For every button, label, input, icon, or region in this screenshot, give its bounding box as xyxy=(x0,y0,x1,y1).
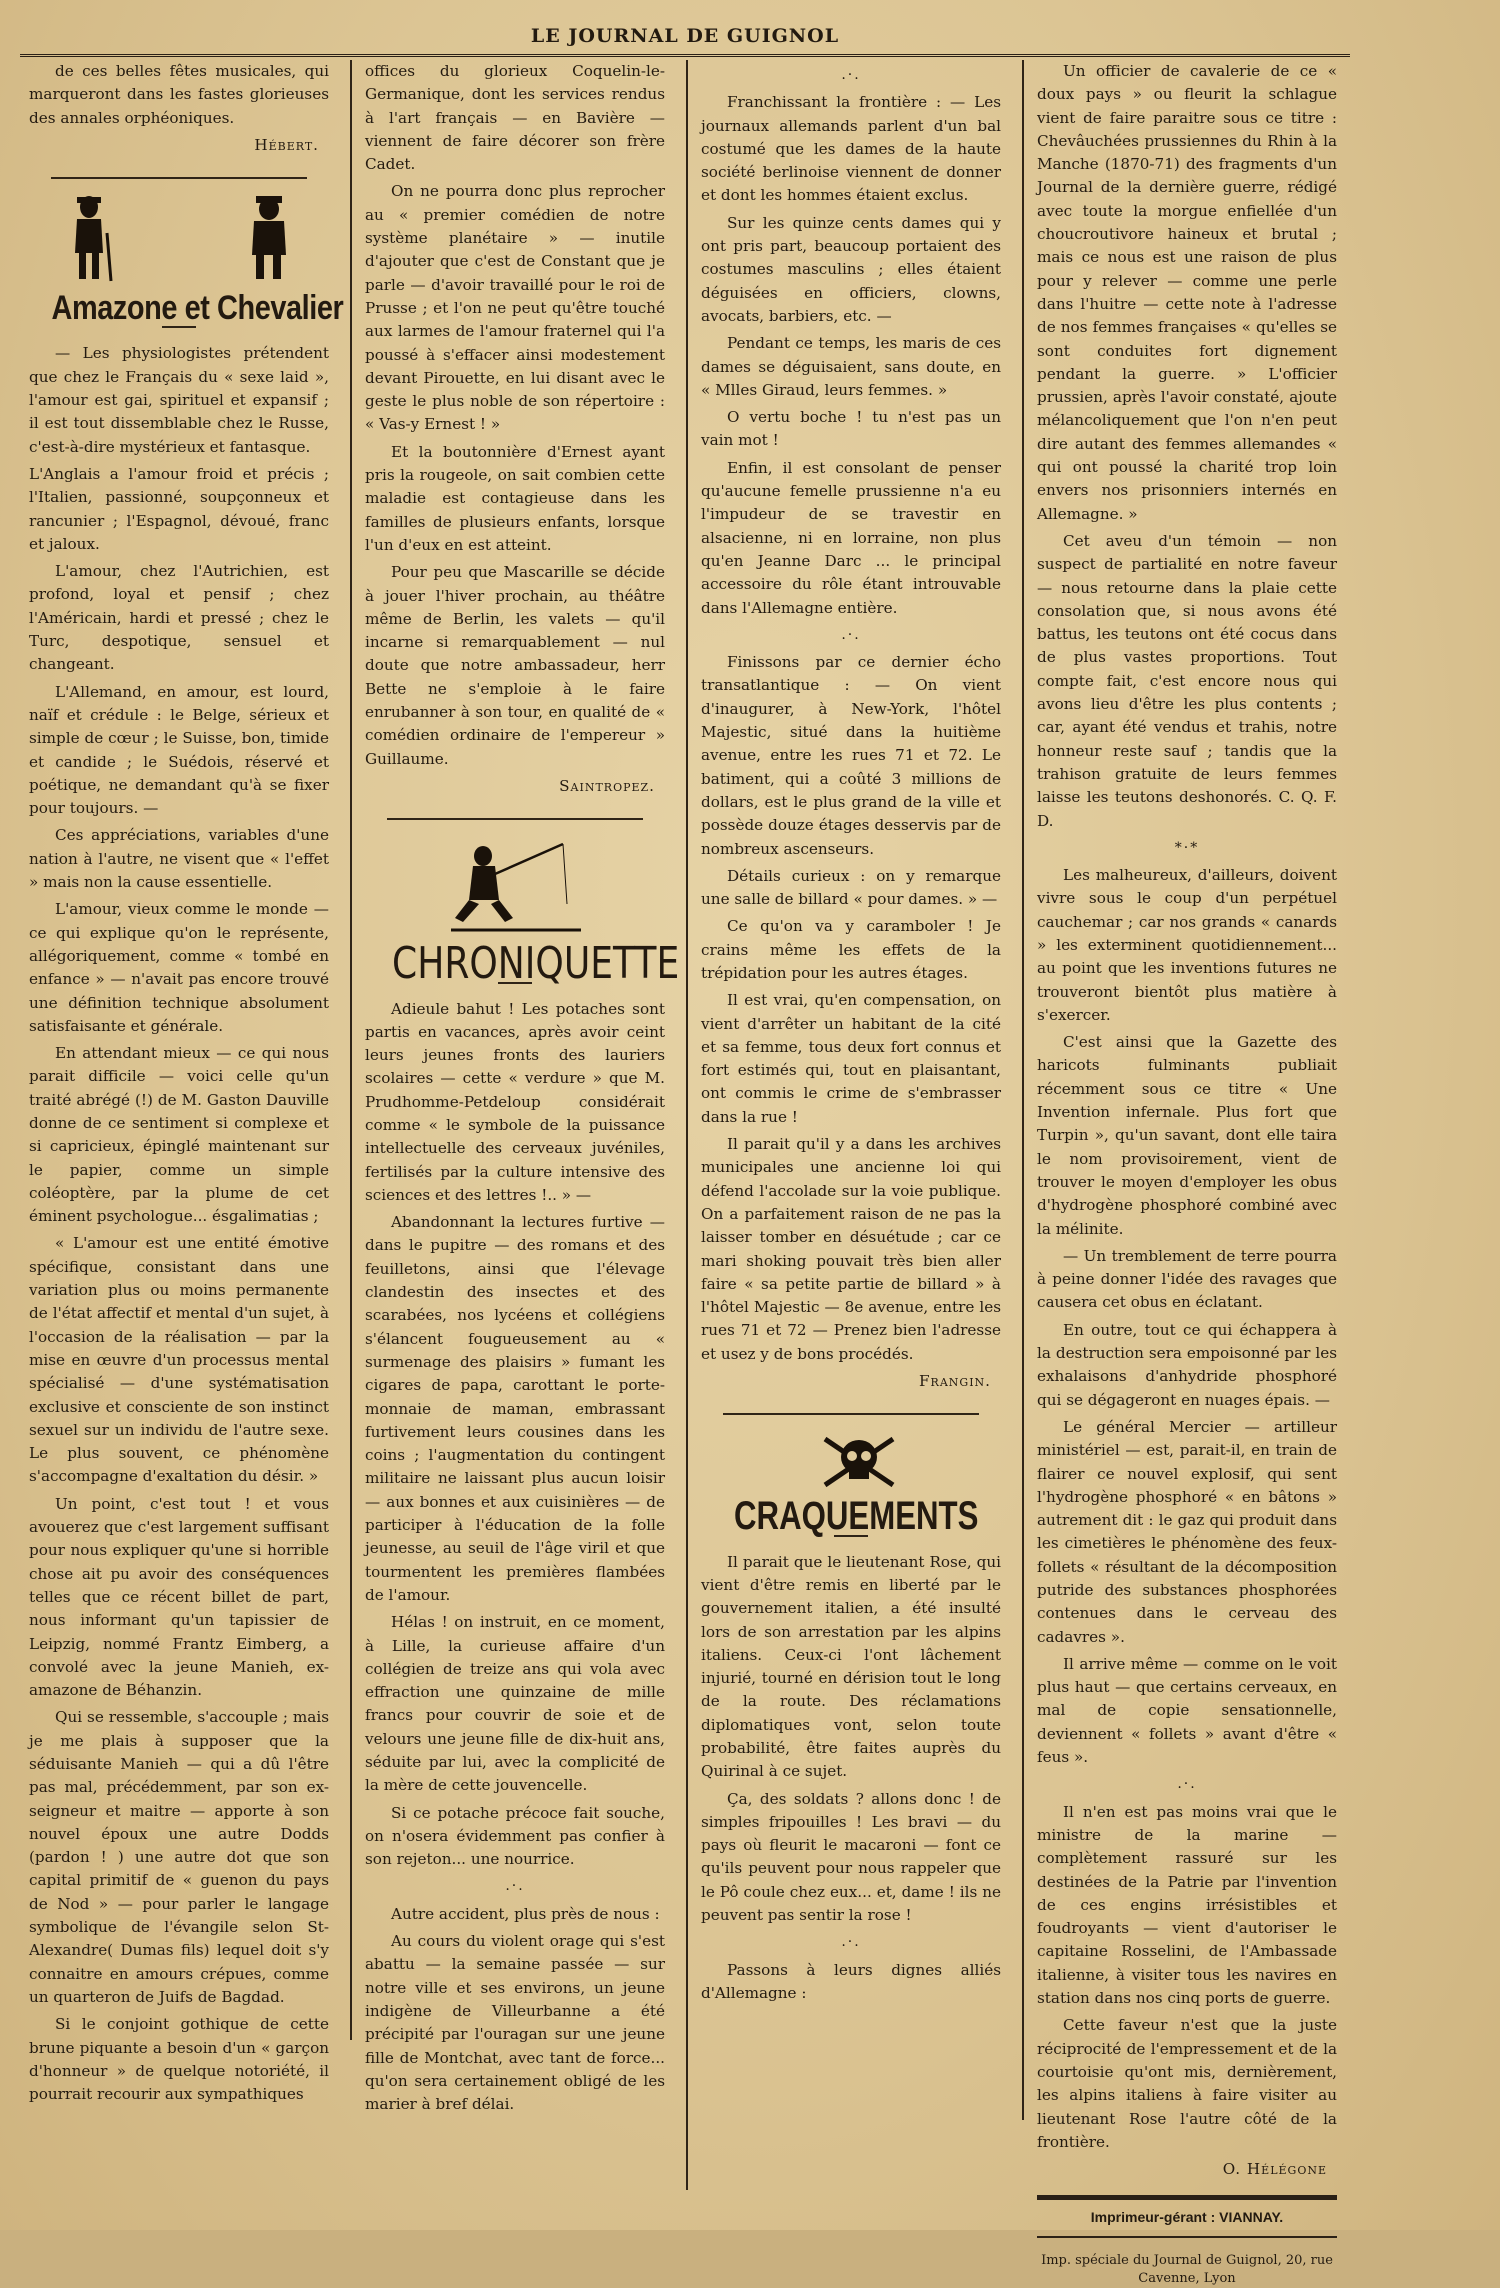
column-rule xyxy=(686,60,688,2190)
asterism: .·. xyxy=(1177,1776,1197,1793)
paragraph: Pour peu que Mascarille se décide à jouer l'hiver prochain, au théâtre même de Berlin, les valets — qu'il incarne si remarquablement — nul doute que notre ambassadeur, herr Bette ne s'emploie à le faire enrubanner à son tour, en qualité de « comédien ordinaire de l'empereur » Guillaume. xyxy=(365,563,665,768)
illustration-skull xyxy=(701,1431,1001,1495)
divider xyxy=(387,818,643,820)
signature: Saintropez. xyxy=(559,776,655,795)
paragraph: Hélas ! on instruit, en ce moment, à Lille, la curieuse affaire d'un collégien de treize ans qui vola avec effraction une quinzaine de mille francs pour couvrir de soie et de velours une jeune fille de dix-huit ans, séduite par lui, avec la complicité de la mère de cette jouvencelle. xyxy=(365,1613,665,1795)
illustration-fisherman xyxy=(365,834,665,944)
paragraph: Il est vrai, qu'en compensation, on vient d'arrêter un habitant de la cité et sa femme, tous deux fort connus et fort estimés qui, tout en plaisantant, ont commis le crime de s'embrasser dans la rue ! xyxy=(701,991,1001,1126)
paragraph: Cet aveu d'un témoin — non suspect de partialité en notre faveur — nous retourne dans la plaie cette consolation que, si nous avons été battus, les teutons ont été cocus dans de plus vastes proportions. Tout compte fait, c'est encore nous qui avons lieu d'être les plus contents ; car, ayant été vendus et trahis, notre honneur reste sauf ; tandis que la trahison gratuite de leurs femmes laisse les teutons deshonorés. C. Q. F. D. xyxy=(1037,531,1337,830)
paragraph: L'amour, chez l'Autrichien, est profond, loyal et pensif ; chez l'Américain, hardi et pressé ; chez le Turc, despotique, sensuel et changeant. xyxy=(29,562,329,674)
paragraph: Il n'en est pas moins vrai que le ministre de la marine — complètement rassuré sur les destinées de la Patrie par l'invention de ces engins irrésistibles et foudroyants — vient d'autoriser le capitaine Rosselini, de l'Ambassade italienne, à visiter tous les navires en station dans nos cinq ports de guerre. xyxy=(1037,1802,1337,2008)
column-1 xyxy=(20,60,344,2190)
paragraph: En outre, tout ce qui échappera à la destruction sera empoisonné par les exhalaisons d'anhydride phosphoré qui se dégageront en nuages épais. — xyxy=(1037,1320,1337,1409)
paragraph: Il parait que le lieutenant Rose, qui vient d'être remis en liberté par le gouvernement italien, a été insulté lors de son arrestation par les alpins italiens. Ceux-ci l'ont lâchement injurié, tourné en dérision tout le long de la route. Des réclamations diplomatiques vont, selon toute probabilité, être faites auprès du Quirinal à ce sujet. xyxy=(701,1552,1001,1781)
paragraph: « L'amour est une entité émotive spécifique, consistant dans une variation plus ou moins permanente de l'état affectif et mental d'un sujet, à l'occasion de la réalisation — par la mise en œuvre d'un processus mental spécialisé — d'une systématisation exclusive et consciente de son instinct sexuel sur un individu de l'autre sexe. Le plus souvent, ce phénomène s'accompagne d'exaltation du désir. » xyxy=(29,1234,329,1486)
paragraph: Adieule bahut ! Les potaches sont partis en vacances, après avoir ceint leurs jeunes fronts des lauriers scolaires — cette « verdure » que M. Prudhomme-Petdeloup considérait comme « le symbole de la puissance intellectuelle des cerveaux juvéniles, fertilisés par la culture intensive des sciences et des lettres !.. » — xyxy=(365,999,665,1204)
paragraph: L'Allemand, en amour, est lourd, naïf et crédule : le Belge, sérieux et simple de cœur ; le Suisse, bon, timide et candide ; le Suédois, réservé et poétique, ne demandant qu'à se fixer pour toujours. — xyxy=(29,682,329,818)
divider xyxy=(51,177,307,179)
paragraph: En attendant mieux — ce qui nous parait difficile — voici celle qu'un traité abrégé (!) de M. Gaston Dauville donne de ce sentiment si complexe et si capricieux, épinglé maintenant sur le papier, comme un simple coléoptère, par la plume de cet éminent psychologue... ésgalimatias ; xyxy=(29,1044,329,1226)
column-3 xyxy=(692,60,1010,2190)
divider xyxy=(723,1413,979,1415)
asterism: .·. xyxy=(841,626,861,643)
paragraph: Et la boutonnière d'Ernest ayant pris la rougeole, on sait combien cette maladie est contagieuse dans les familles de plusieurs enfants, lorsque l'un d'eux en est atteint. xyxy=(365,442,665,554)
asterism: .·. xyxy=(841,1934,861,1951)
columns xyxy=(20,60,1350,2286)
paragraph: Détails curieux : on y remarque une salle de billard « pour dames. » — xyxy=(701,866,1001,909)
column-rule xyxy=(1022,60,1024,2120)
masthead: LE JOURNAL DE GUIGNOL xyxy=(20,18,1350,57)
paragraph: — Un tremblement de terre pourra à peine donner l'idée des ravages que causera cet obus en éclatant. xyxy=(1037,1246,1337,1312)
paragraph: Abandonnant la lectures furtive — dans le pupitre — des romans et des feuilletons, ainsi que l'élevage clandestin des insectes et des scarabées, nos lycéens et collégiens s'élancent fougueusement au « surmenage des plaisirs » fumant les cigares de papa, carottant le porte-monnaie de maman, embrassant furtivement leurs cousines dans les coins ; l'augmentation du contingent militaire ne laissant plus aucun loisir — aux bonnes et aux cuisinières — de participer à l'éducation de la folle jeunesse, au seuil de l'âge viril et que tourmentent les premières flambées de l'amour. xyxy=(365,1213,665,1604)
man-with-cane-icon xyxy=(67,193,117,283)
paragraph: Sur les quinze cents dames qui y ont pris part, beaucoup portaient des costumes masculins ; elles étaient déguisées en officiers, clowns, avocats, barbiers, etc. — xyxy=(701,213,1001,325)
paragraph: Si ce potache précoce fait souche, on n'osera évidemment pas confier à son rejeton... une nourrice. xyxy=(365,1803,665,1869)
paragraph: Cette faveur n'est que la juste réciprocité de l'empressement et de la courtoisie qu'ont mis, dernièrement, les alpins italiens à faire visiter au lieutenant Rose l'autre côté de la frontière. xyxy=(1037,2016,1337,2151)
asterism: *·* xyxy=(1174,839,1200,856)
paragraph: Ces appréciations, variables d'une nation à l'autre, ne visent que « l'effet » mais non la cause essentielle. xyxy=(29,826,329,892)
paragraph: L'Anglais a l'amour froid et précis ; l'Italien, passionné, soupçonneux et rancunier ; l'Espagnol, dévoué, franc et jaloux. xyxy=(29,464,329,553)
signature: O. Hélégone xyxy=(1222,2160,1327,2179)
paragraph: Il arrive même — comme on le voit plus haut — que certains cerveaux, en mal de copie sensationnelle, deviennent « follets » avant d'être « feus ». xyxy=(1037,1654,1337,1767)
paragraph: On ne pourra donc plus reprocher au « premier comédien de notre système planétaire » — inutile d'ajouter que c'est de Constant que je parle — d'avoir travaillé pour le roi de Prusse ; et l'on ne peut qu'être touché aux larmes de l'amour fraternel qui l'a poussé à s'effacer ainsi modestement devant Pirouette, en lui disant avec le geste le plus noble de son répertoire : « Vas-y Ernest ! » xyxy=(365,182,665,434)
paragraph: offices du glorieux Coquelin-le-Germanique, dont les services rendus à l'art français — en Bavière — viennent de faire décorer son frère Cadet. xyxy=(365,62,665,174)
column-rule xyxy=(350,60,352,2040)
paragraph: Ça, des soldats ? allons donc ! de simples fripouilles ! Les bravi — du pays où fleurit le macaroni — font ce qu'ils peuvent pour nous rappeler que le Pô coule chez eux... et, dame ! ils ne peuvent pas sentir la rose ! xyxy=(701,1789,1001,1925)
skull-crossbones-icon xyxy=(819,1431,899,1491)
fisherman-icon xyxy=(451,838,581,938)
paragraph: Ce qu'on va y caramboler ! Je crains même les effets de la trépidation pour les autres étages. xyxy=(701,917,1001,982)
paragraph: — Les physiologistes prétendent que chez le Français du « sexe laid », l'amour est gai, spirituel et expansif ; il est tout dissemblable chez le Russe, c'est-à-dire mystérieux et fantasque. xyxy=(29,344,329,456)
article-title: CHRONIQUETTE xyxy=(392,938,680,990)
paragraph: Le général Mercier — artilleur ministériel — est, parait-il, en train de flairer ce nouvel explosif, qui sent l'hydrogène phosphoré « en bâtons » autrement dit : le gaz qui produit dans les cimetières le phénomène des feux-follets « résultant de la décomposition putride des substances phosphorées contenues dans le cerveau des cadavres ». xyxy=(1037,1417,1337,1646)
paragraph: de ces belles fêtes musicales, qui marqueront dans les fastes glorieuses des annales orphéoniques. xyxy=(29,62,329,127)
illustration-two-figures xyxy=(29,193,329,289)
asterism: .·. xyxy=(841,67,861,83)
paragraph: Qui se ressemble, s'accouple ; mais je me plais à supposer que la séduisante Manieh — qui a dû l'être pas mal, précédemment, par son ex-seigneur et maitre — apporte à son nouvel époux une autre Dodds (pardon ! ) une autre dot que son capital primitif de « guenon du pays de Nod » — pour parler le langage symbolique de l'évangile selon St-Alexandre( Dumas fils) lequel doit s'y connaitre en amours crépues, comme un quarteron de Juifs de Bagdad. xyxy=(29,1708,329,2006)
paragraph: Finissons par ce dernier écho transatlantique : — On vient d'inaugurer, à New-York, l'hôtel Majestic, situé dans la huitième avenue, entre les rues 71 et 72. Le batiment, qui a coûté 3 millions de dollars, est le plus grand de la ville et possède douze étages desservis par de nombreux ascenseurs. xyxy=(701,653,1001,858)
paragraph: Au cours du violent orage qui s'est abattu — la semaine passée — sur notre ville et ses environs, un jeune indigène de Villeurbanne a été précipité par l'ouragan sur une jeune fille de Montchat, avec tant de force... qu'on sera certainement obligé de les marier à bref délai. xyxy=(365,1932,665,2114)
signature: Frangin. xyxy=(919,1372,991,1391)
paragraph: Passons à leurs dignes alliés d'Allemagne : xyxy=(701,1960,1001,2002)
printer-address: Imp. spéciale du Journal de Guignol, 20, rue Cavenne, Lyon xyxy=(1041,2252,1333,2286)
paragraph: Franchissant la frontière : — Les journaux allemands parlent d'un bal costumé que les dames de la haute société berlinoise viennent de donner et dont les hommes étaient exclus. xyxy=(701,93,1001,205)
column-4 xyxy=(1028,60,1346,2286)
paragraph: Un point, c'est tout ! et vous avouerez que c'est largement suffisant pour nous expliquer qu'une si horrible chose ait pu avoir des conséquences telles que ce récent billet de part, nous informant qu'un tapissier de Leipzig, nommé Frantz Eimberg, a convolé avec la jeune Manieh, ex-amazone de Béhanzin. xyxy=(29,1494,329,1700)
paragraph: Il parait qu'il y a dans les archives municipales une ancienne loi qui défend l'accolade sur la voie publique. On a parfaitement raison de ne pas la laisser tomber en désuétude ; car ce mari shoking pouvait très bien aller faire « sa petite partie de billard » à l'hôtel Majestic — 8e avenue, entre les rues 71 et 72 — Prenez bien l'adresse et usez y de bons procédés. xyxy=(701,1135,1001,1363)
column-2 xyxy=(356,60,680,2190)
paragraph: Autre accident, plus près de nous : xyxy=(391,1904,660,1923)
printer-credit: Imprimeur-gérant : VIANNAY. xyxy=(1037,2195,1337,2237)
paragraph: Les malheureux, d'ailleurs, doivent vivre sous le coup d'un perpétuel cauchemar ; car nos grands « canards » les exterminent quotidiennement... au point que les inventions futures ne trouveront bientôt plus matière à s'exercer. xyxy=(1037,866,1337,1024)
article-title: Amazone et Chevalier xyxy=(51,289,344,328)
paragraph: Enfin, il est consolant de penser qu'aucune femelle prussienne n'a eu l'impudeur de se travestir en alsacienne, ni en lorraine, non plus qu'en Jeanne Darc ... le principal accessoire du rôle étant introuvable dans l'Allemagne entière. xyxy=(701,458,1001,617)
signature: Hébert. xyxy=(254,135,319,154)
man-figure-icon xyxy=(244,193,294,283)
asterism: .·. xyxy=(505,1878,525,1895)
paragraph: Si le conjoint gothique de cette brune piquante a besoin d'un « garçon d'honneur » de quelque notoriété, il pourrait recourir aux sympathiques xyxy=(29,2015,329,2104)
paragraph: C'est ainsi que la Gazette des haricots fulminants publiait récemment sous ce titre « Une Invention infernale. Plus fort que Turpin », qu'un savant, dont elle taira le nom provisoirement, vient de trouver le moyen d'employer les obus d'hydrogène phosphoré combiné avec la mélinite. xyxy=(1037,1033,1337,1238)
paragraph: L'amour, vieux comme le monde — ce qui explique qu'on le représente, allégoriquement, comme « tombé en enfance » — n'avait pas encore trouvé une définition technique absolument satisfaisante et générale. xyxy=(29,900,329,1035)
paragraph: O vertu boche ! tu n'est pas un vain mot ! xyxy=(701,408,1001,450)
paragraph: Pendant ce temps, les maris de ces dames se déguisaient, sans doute, en « Mlles Giraud, leurs femmes. » xyxy=(701,334,1001,399)
article-title: CRAQUEMENTS xyxy=(734,1494,979,1539)
paragraph: Un officier de cavalerie de ce « doux pays » ou fleurit la schlague vient de faire paraitre sous ce titre : Chevâuchées prussiennes du Rhin à la Manche (1870-71) des fragments d'un Journal de la dernière guerre, rédigé avec toute la morgue enfiellée d'un choucroutivore haineux et brutal ; mais ce nous est une raison de plus pour y relever — comme une perle dans l'huitre — cette note à l'adresse de nos femmes françaises « qu'elles se sont conduites fort dignement pendant la guerre. » L'officier prussien, après l'avoir constaté, ajoute mélancoliquement que l'on n'en peut dire autant des femmes allemandes « qui ont poussé la charité trop loin envers nos prisonniers internés en Allemagne. » xyxy=(1037,62,1337,523)
